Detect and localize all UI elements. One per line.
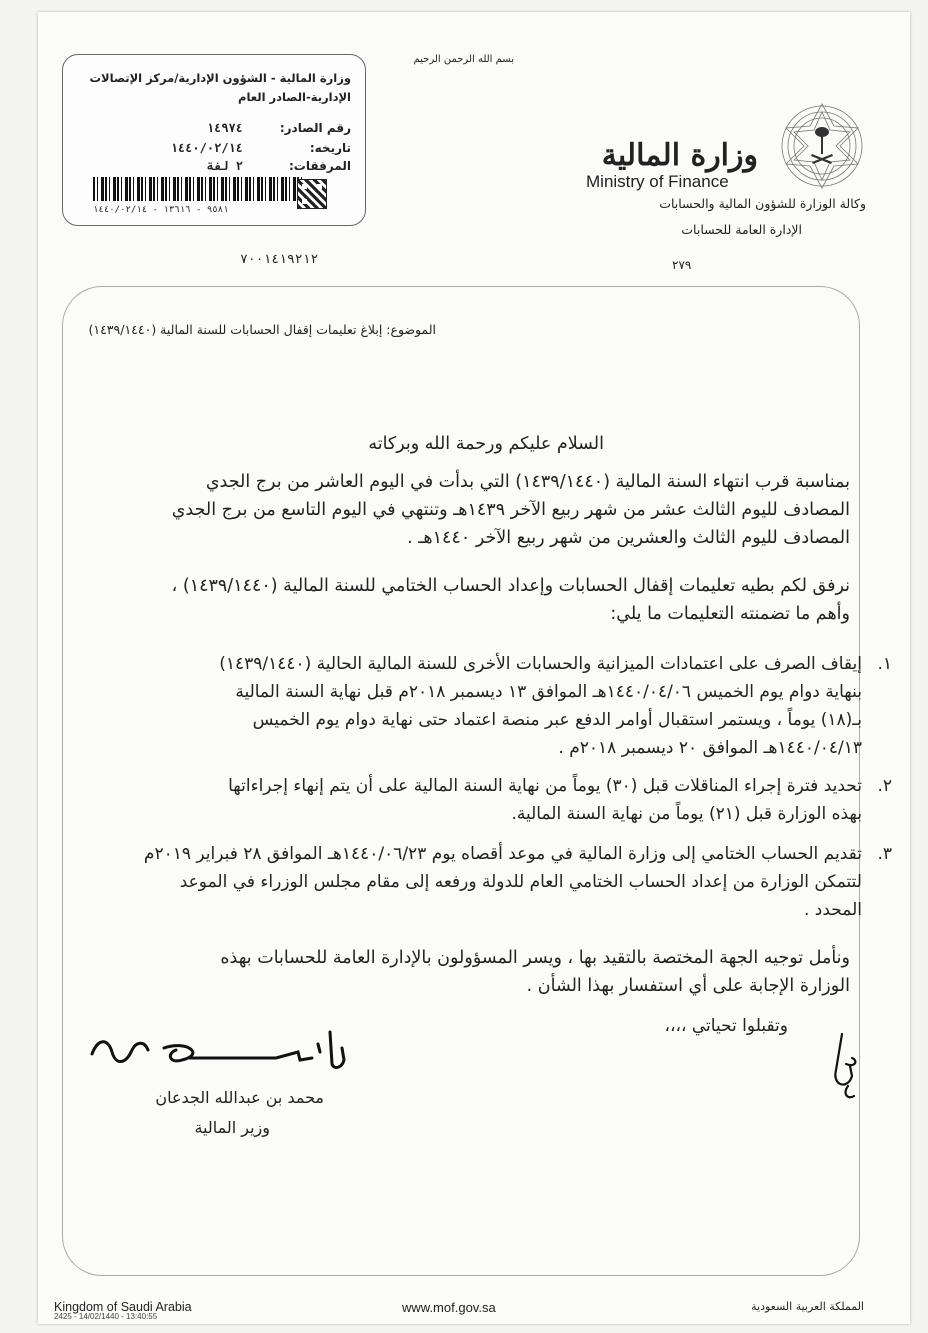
signatory-name: محمد بن عبدالله الجدعان — [155, 1088, 324, 1107]
stamp-attachments-value: ٢ لفة — [206, 159, 243, 173]
stamp-department — [81, 69, 351, 107]
item-number: ١. — [877, 654, 892, 674]
footer-timestamp: 2425 - 14/02/1440 - 13:40:55 — [54, 1312, 158, 1321]
item-line: تحديد فترة إجراء المناقلات قبل (٣٠) يوماً من نهاية السنة المالية على أن يتم إنهاء إجراءاتها — [228, 776, 862, 796]
footer-country-en-text: Kingdom of Saudi Arabia — [54, 1300, 192, 1314]
registry-stamp — [62, 54, 366, 226]
stamp-issue-value: ١٤٩٧٤ — [206, 121, 243, 135]
stamp-code: ٩٥٨١ - ١٣٦١٦ - ١٤٤٠/٠٢/١٤ — [93, 205, 229, 215]
ministry-name-en: Ministry of Finance — [586, 172, 729, 191]
greeting: السلام عليكم ورحمة الله وبركاته — [368, 434, 604, 454]
qr-code-icon — [297, 179, 327, 209]
item-number: ٣. — [877, 844, 892, 864]
stamp-attachments-label: المرفقات: — [289, 159, 351, 173]
item-line: ١٤٤٠/٠٤/١٣هـ الموافق ٢٠ ديسمبر ٢٠١٨م . — [558, 738, 862, 758]
paragraph-line: وأهم ما تضمنته التعليمات ما يلي: — [610, 604, 850, 624]
reference-number: ٢٧٩ — [672, 258, 692, 272]
item-line: إيقاف الصرف على اعتمادات الميزانية والحسابات الأخرى للسنة المالية الحالية (١٤٣٩/١٤٤٠) — [219, 654, 862, 674]
signature-icon — [86, 1024, 356, 1084]
initials-icon — [822, 1030, 866, 1102]
agency-name: وكالة الوزارة للشؤون المالية والحسابات — [659, 196, 866, 211]
paragraph-line: نرفق لكم بطيه تعليمات إقفال الحسابات وإعداد الحساب الختامي للسنة المالية (١٤٣٩/١٤٤٠) ، — [171, 576, 850, 596]
footer-country-en — [54, 1300, 192, 1321]
signatory-title: وزير المالية — [194, 1118, 270, 1137]
ministry-emblem-icon — [776, 96, 868, 206]
ministry-name-ar: وزارة المالية — [601, 138, 758, 173]
department-name: الإدارة العامة للحسابات — [681, 222, 802, 237]
stamp-date-label: تاريخه: — [309, 141, 351, 155]
serial-number: ٧٠٠١٤١٩٢١٢ — [240, 252, 319, 267]
instruction-item-3 — [88, 840, 892, 924]
paragraph-intro — [78, 468, 850, 552]
paragraph-line: المصادف لليوم الثالث عشر من شهر ربيع الآخر ١٤٣٩هـ وتنتهي في اليوم التاسع من برج الجدي — [171, 500, 850, 520]
stamp-issue-label: رقم الصادر: — [279, 121, 351, 135]
basmala: بسم الله الرحمن الرحيم — [413, 54, 514, 65]
item-line: بنهاية دوام يوم الخميس ١٤٤٠/٠٤/٠٦هـ الموافق ١٣ ديسمبر ٢٠١٨م قبل نهاية السنة المالية — [235, 682, 862, 702]
barcode — [93, 177, 303, 201]
instruction-item-1 — [88, 650, 892, 762]
stamp-date-value: ١٤٤٠/٠٢/١٤ — [170, 141, 243, 155]
item-line: بهذه الوزارة قبل (٢١) يوماً من نهاية السنة المالية. — [511, 804, 862, 824]
instruction-item-2 — [88, 772, 892, 828]
stamp-dept-line1: وزارة المالية - الشؤون الإدارية/مركز الإتصالات — [89, 71, 351, 85]
paragraph-closing — [78, 944, 850, 1000]
stamp-dept-line2: الإدارية-الصادر العام — [238, 90, 351, 104]
item-line: المحدد . — [803, 900, 862, 920]
footer-website: www.mof.gov.sa — [402, 1300, 496, 1315]
subject-line: الموضوع: إبلاغ تعليمات إقفال الحسابات للسنة المالية (١٤٣٩/١٤٤٠) — [88, 322, 436, 337]
item-line: لتتمكن الوزارة من إعداد الحساب الختامي العام للدولة ورفعه إلى مقام مجلس الوزراء في الموعد — [179, 872, 862, 892]
paragraph-attachment — [78, 572, 850, 628]
item-line: تقديم الحساب الختامي إلى وزارة المالية في موعد أقصاه يوم ١٤٤٠/٠٦/٢٣هـ الموافق ٢٨ فبراير ٢٠١٩م — [143, 844, 862, 864]
paragraph-line: الوزارة الإجابة على أي استفسار بهذا الشأن . — [526, 976, 850, 996]
item-number: ٢. — [877, 776, 892, 796]
footer-country-ar: المملكة العربية السعودية — [751, 1300, 864, 1313]
paragraph-line: بمناسبة قرب انتهاء السنة المالية (١٤٣٩/١٤٤٠) التي بدأت في اليوم العاشر من برج الجدي — [205, 472, 850, 492]
paragraph-line: ونأمل توجيه الجهة المختصة بالتقيد بها ، ويسر المسؤولون بالإدارة العامة للحسابات بهذه — [220, 948, 850, 968]
paragraph-line: المصادف لليوم الثالث والعشرين من شهر ربيع الآخر ١٤٤٠هـ . — [407, 528, 850, 548]
item-line: بـ(١٨) يوماً ، ويستمر استقبال أوامر الدفع عبر منصة اعتماد حتى نهاية دوام يوم الخميس — [252, 710, 862, 730]
closing-greeting: وتقبلوا تحياتي ،،،، — [664, 1016, 788, 1036]
